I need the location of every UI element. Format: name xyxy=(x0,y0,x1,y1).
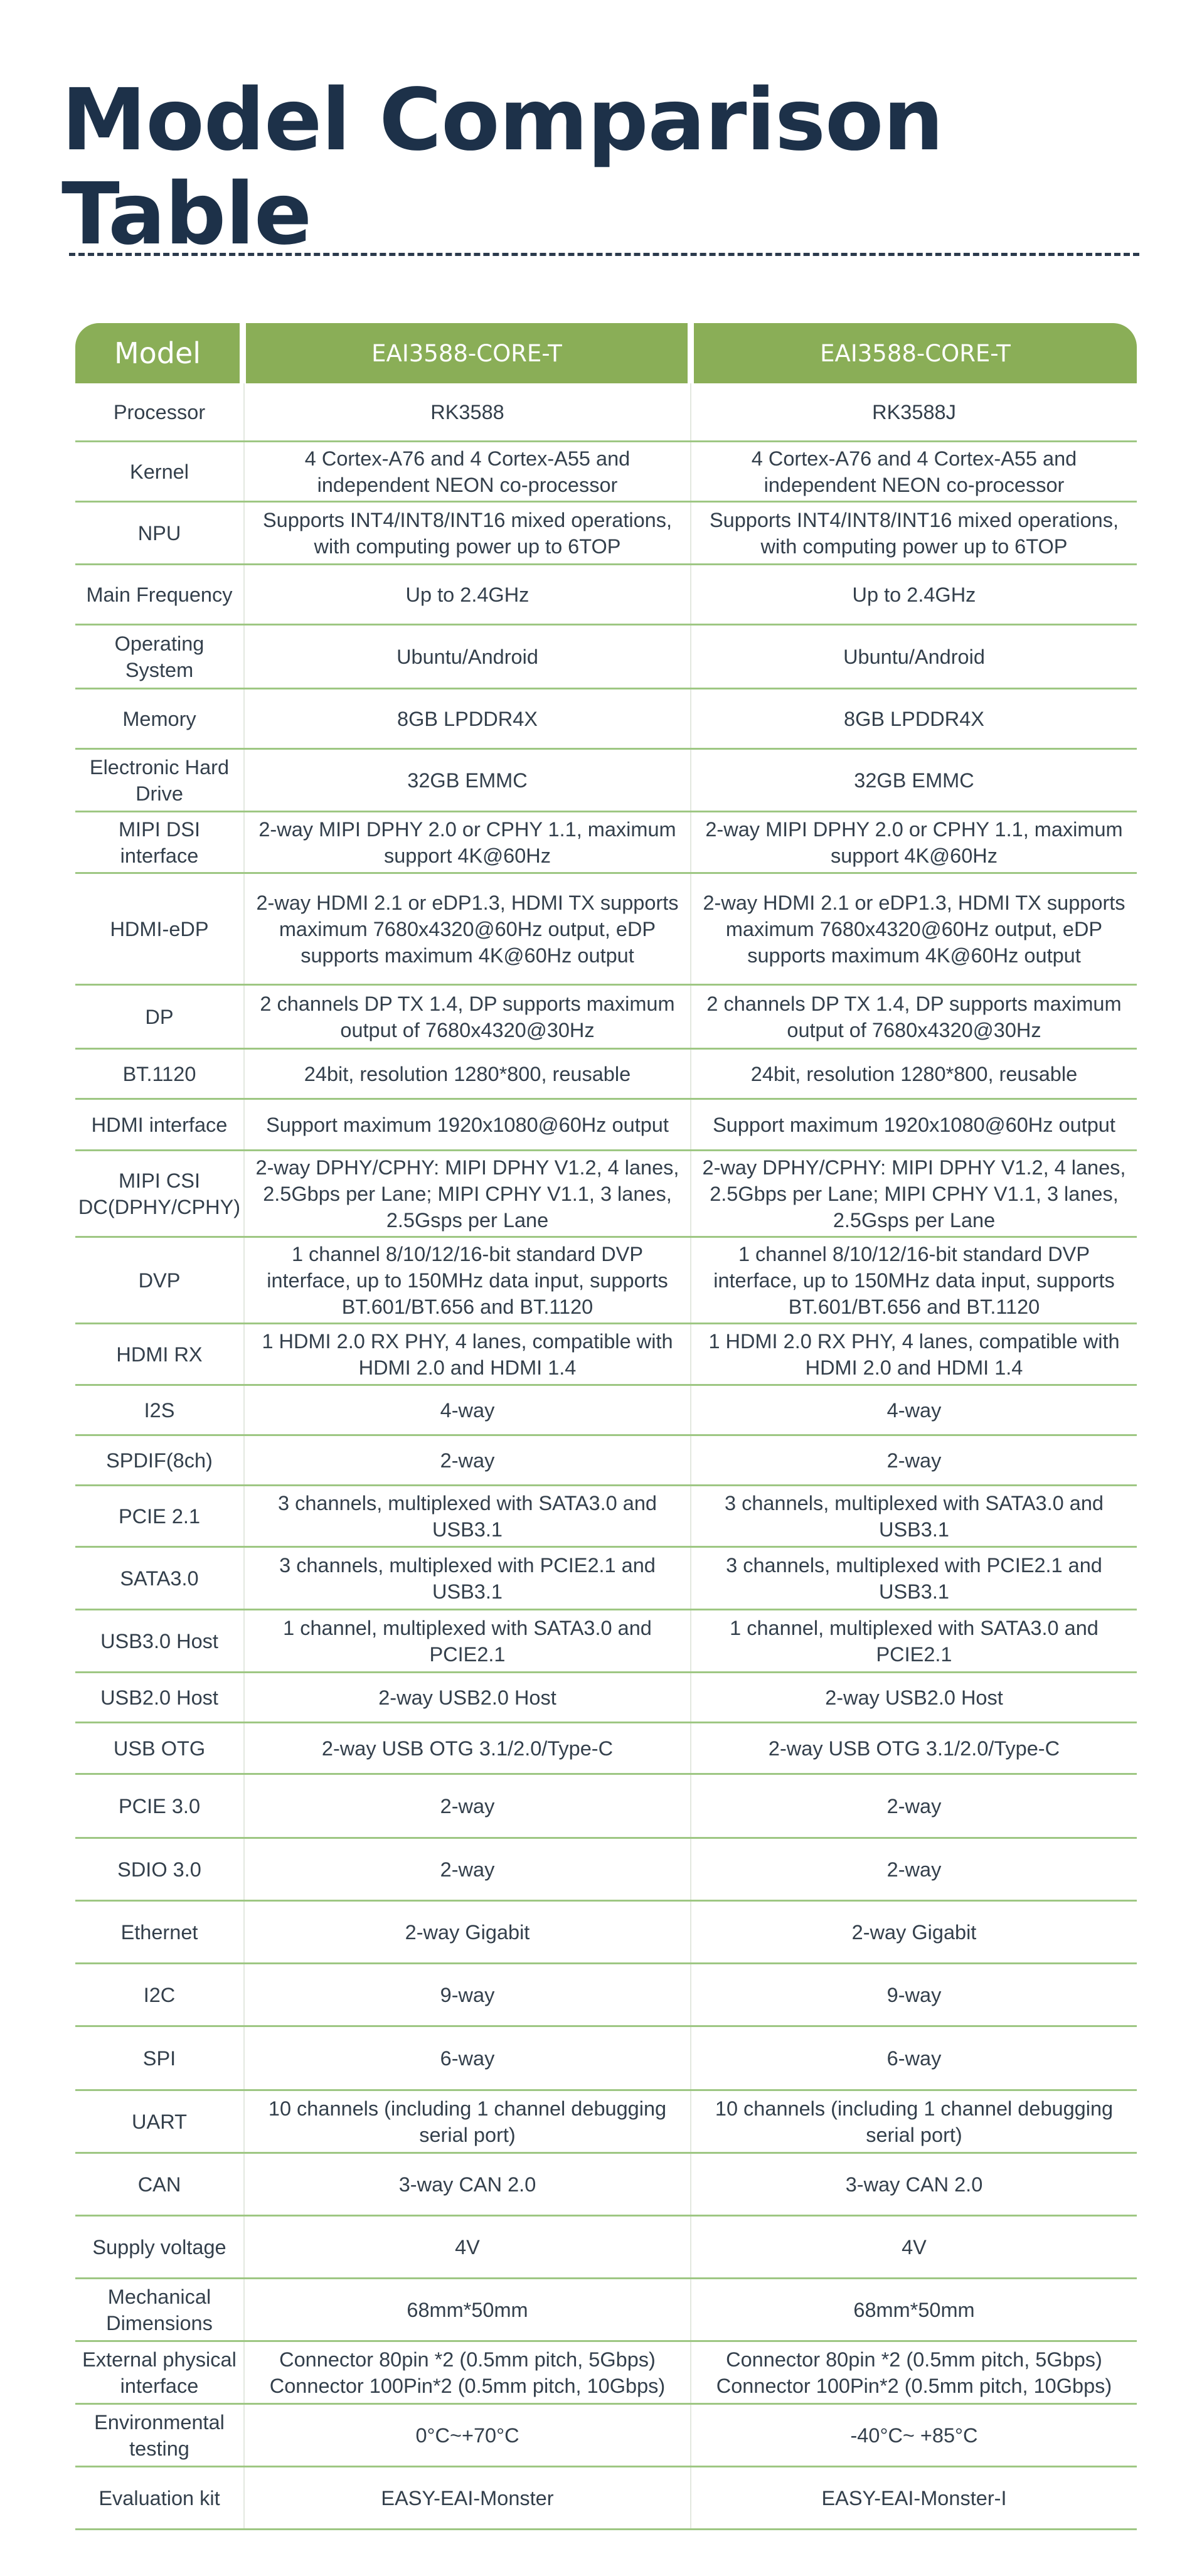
row-value-a: 24bit, resolution 1280*800, reusable xyxy=(245,1050,691,1098)
row-param: SPDIF(8ch) xyxy=(75,1436,245,1484)
table-row xyxy=(75,986,1137,1050)
row-param: External physical interface xyxy=(75,2342,245,2403)
row-param: Ethernet xyxy=(75,1902,245,1962)
row-value-a: 9-way xyxy=(245,1964,691,2025)
row-param: Supply voltage xyxy=(75,2217,245,2277)
row-param: Memory xyxy=(75,689,245,748)
row-value-a: 1 HDMI 2.0 RX PHY, 4 lanes, compatible with HDMI 2.0 and HDMI 1.4 xyxy=(245,1324,691,1384)
table-row xyxy=(75,503,1137,565)
row-value-a: EASY-EAI-Monster xyxy=(245,2467,691,2528)
table-row xyxy=(75,1902,1137,1964)
row-param: MIPI DSI interface xyxy=(75,812,245,872)
row-value-a: 3 channels, multiplexed with PCIE2.1 and USB3.1 xyxy=(245,1548,691,1609)
table-row xyxy=(75,2467,1137,2530)
table-row xyxy=(75,2342,1137,2405)
table-row xyxy=(75,1100,1137,1151)
row-value-a: 2-way USB OTG 3.1/2.0/Type-C xyxy=(245,1723,691,1773)
row-value-b: Up to 2.4GHz xyxy=(852,583,976,606)
row-value-a: 2-way USB2.0 Host xyxy=(245,1673,691,1722)
row-value-b: 3-way CAN 2.0 xyxy=(845,2173,983,2196)
row-param: I2C xyxy=(75,1964,245,2025)
row-value-a: 2-way xyxy=(245,1436,691,1484)
row-value-a: 6-way xyxy=(245,2027,691,2089)
row-value-b: 2 channels DP TX 1.4, DP supports maximum output of 7680x4320@30Hz xyxy=(706,992,1122,1041)
row-param: Mechanical Dimensions xyxy=(75,2279,245,2340)
row-param: UART xyxy=(75,2091,245,2152)
row-value-a: 8GB LPDDR4X xyxy=(245,689,691,748)
header-param: Model xyxy=(75,323,240,383)
row-value-b: Connector 80pin *2 (0.5mm pitch, 5Gbps) Connector 100Pin*2 (0.5mm pitch, 10Gbps) xyxy=(716,2348,1112,2397)
row-value-b: Ubuntu/Android xyxy=(843,645,985,668)
table-row xyxy=(75,2279,1137,2342)
comparison-table xyxy=(75,323,1137,2530)
row-value-b: 68mm*50mm xyxy=(853,2298,975,2321)
row-value-b: 2-way USB OTG 3.1/2.0/Type-C xyxy=(768,1737,1060,1760)
row-param: MIPI CSI DC(DPHY/CPHY) xyxy=(75,1151,245,1236)
row-value-b: 2-way MIPI DPHY 2.0 or CPHY 1.1, maximum support 4K@60Hz xyxy=(705,817,1123,867)
row-param: USB OTG xyxy=(75,1723,245,1773)
row-value-a: 3-way CAN 2.0 xyxy=(245,2154,691,2215)
row-value-a: 2-way xyxy=(245,1775,691,1837)
row-value-b: 2-way DPHY/CPHY: MIPI DPHY V1.2, 4 lanes, 2.5Gbps per Lane; MIPI CPHY V1.1, 3 lanes, 2.5Gsps per Lane xyxy=(702,1156,1126,1232)
row-value-b: Supports INT4/INT8/INT16 mixed operations, with computing power up to 6TOP xyxy=(709,508,1119,558)
row-value-a: RK3588 xyxy=(245,383,691,440)
row-value-b: 2-way Gigabit xyxy=(851,1920,977,1944)
header-model-a: EAI3588-CORE-T xyxy=(246,323,688,383)
table-row xyxy=(75,750,1137,812)
table-row xyxy=(75,1775,1137,1839)
row-value-a: 2-way DPHY/CPHY: MIPI DPHY V1.2, 4 lanes, 2.5Gbps per Lane; MIPI CPHY V1.1, 3 lanes, 2.5Gsps per Lane xyxy=(245,1151,691,1236)
row-value-a: Up to 2.4GHz xyxy=(245,565,691,624)
row-value-b: 8GB LPDDR4X xyxy=(844,707,984,730)
table-row xyxy=(75,1486,1137,1548)
row-value-b: 1 channel, multiplexed with SATA3.0 and PCIE2.1 xyxy=(730,1616,1099,1666)
row-param: HDMI RX xyxy=(75,1324,245,1384)
table-row xyxy=(75,1050,1137,1100)
row-value-b: 24bit, resolution 1280*800, reusable xyxy=(750,1062,1078,1085)
row-param: DVP xyxy=(75,1238,245,1323)
row-value-b: 2-way xyxy=(886,1858,942,1881)
table-row xyxy=(75,2027,1137,2091)
table-row xyxy=(75,689,1137,750)
row-value-a: 2-way MIPI DPHY 2.0 or CPHY 1.1, maximum support 4K@60Hz xyxy=(245,812,691,872)
row-param: HDMI-eDP xyxy=(75,874,245,984)
table-row xyxy=(75,1610,1137,1673)
row-value-a: 1 channel, multiplexed with SATA3.0 and PCIE2.1 xyxy=(245,1610,691,1671)
row-value-a: 4-way xyxy=(245,1386,691,1434)
table-row xyxy=(75,442,1137,503)
page-title: Model Comparison Table xyxy=(61,71,944,264)
table-row xyxy=(75,1324,1137,1386)
row-value-b: 32GB EMMC xyxy=(854,769,974,792)
row-value-a: 32GB EMMC xyxy=(245,750,691,811)
table-row xyxy=(75,2217,1137,2279)
row-param: Processor xyxy=(75,383,245,440)
row-param: PCIE 2.1 xyxy=(75,1486,245,1546)
row-value-a: 4V xyxy=(245,2217,691,2277)
row-value-a: 10 channels (including 1 channel debugging serial port) xyxy=(245,2091,691,2152)
row-param: NPU xyxy=(75,503,245,563)
row-value-a: 2-way HDMI 2.1 or eDP1.3, HDMI TX supports maximum 7680x4320@60Hz output, eDP supports maximum 4K@60Hz output xyxy=(245,874,691,984)
row-value-a: 68mm*50mm xyxy=(245,2279,691,2340)
row-param: Evaluation kit xyxy=(75,2467,245,2528)
row-value-a: 4 Cortex-A76 and 4 Cortex-A55 and independent NEON co-processor xyxy=(245,442,691,501)
row-param: USB3.0 Host xyxy=(75,1610,245,1671)
table-row xyxy=(75,2405,1137,2467)
table-row xyxy=(75,625,1137,689)
row-param: Main Frequency xyxy=(75,565,245,624)
table-row xyxy=(75,383,1137,442)
table-row xyxy=(75,1548,1137,1610)
row-param: Kernel xyxy=(75,442,245,501)
table-row xyxy=(75,1839,1137,1902)
row-value-b: 10 channels (including 1 channel debugging serial port) xyxy=(715,2097,1114,2146)
row-param: I2S xyxy=(75,1386,245,1434)
row-value-b: 2-way xyxy=(886,1449,942,1472)
row-value-b: -40°C~ +85°C xyxy=(850,2424,978,2447)
table-header xyxy=(75,323,1137,383)
row-value-b: RK3588J xyxy=(872,400,956,423)
row-value-b: 9-way xyxy=(886,1983,942,2006)
row-value-a: Ubuntu/Android xyxy=(245,625,691,688)
table-body xyxy=(75,383,1137,2530)
row-value-a: 2 channels DP TX 1.4, DP supports maximum output of 7680x4320@30Hz xyxy=(245,986,691,1048)
row-value-b: Support maximum 1920x1080@60Hz output xyxy=(713,1113,1115,1136)
table-row xyxy=(75,2154,1137,2217)
row-value-b: 1 HDMI 2.0 RX PHY, 4 lanes, compatible with HDMI 2.0 and HDMI 1.4 xyxy=(708,1329,1120,1379)
row-param: DP xyxy=(75,986,245,1048)
table-row xyxy=(75,1964,1137,2027)
dashed-divider xyxy=(69,253,1139,256)
table-row xyxy=(75,874,1137,986)
row-value-a: 1 channel 8/10/12/16-bit standard DVP interface, up to 150MHz data input, supports BT.601/BT.656 and BT.1120 xyxy=(245,1238,691,1323)
row-param: HDMI interface xyxy=(75,1100,245,1149)
row-param: SDIO 3.0 xyxy=(75,1839,245,1900)
table-row xyxy=(75,2091,1137,2154)
row-value-a: Connector 80pin *2 (0.5mm pitch, 5Gbps) Connector 100Pin*2 (0.5mm pitch, 10Gbps) xyxy=(245,2342,691,2403)
row-value-a: Supports INT4/INT8/INT16 mixed operations, with computing power up to 6TOP xyxy=(245,503,691,563)
row-value-b: 4-way xyxy=(886,1398,942,1422)
row-value-b: 2-way xyxy=(886,1794,942,1818)
row-value-b: 4 Cortex-A76 and 4 Cortex-A55 and independent NEON co-processor xyxy=(751,447,1077,496)
row-param: CAN xyxy=(75,2154,245,2215)
table-row xyxy=(75,1723,1137,1775)
row-param: Environmental testing xyxy=(75,2405,245,2466)
table-row xyxy=(75,1238,1137,1324)
row-param: Operating System xyxy=(75,625,245,688)
row-value-b: 3 channels, multiplexed with PCIE2.1 and USB3.1 xyxy=(726,1553,1102,1603)
row-value-b: EASY-EAI-Monster-I xyxy=(821,2486,1007,2509)
row-value-a: 2-way xyxy=(245,1839,691,1900)
row-param: SATA3.0 xyxy=(75,1548,245,1609)
row-param: SPI xyxy=(75,2027,245,2089)
row-param: USB2.0 Host xyxy=(75,1673,245,1722)
row-value-a: 0°C~+70°C xyxy=(245,2405,691,2466)
row-value-b: 2-way HDMI 2.1 or eDP1.3, HDMI TX supports maximum 7680x4320@60Hz output, eDP supports maximum 4K@60Hz output xyxy=(703,891,1125,967)
table-row xyxy=(75,1436,1137,1486)
table-row xyxy=(75,1386,1137,1436)
table-row xyxy=(75,565,1137,625)
row-value-a: 2-way Gigabit xyxy=(245,1902,691,1962)
row-param: BT.1120 xyxy=(75,1050,245,1098)
row-value-a: Support maximum 1920x1080@60Hz output xyxy=(245,1100,691,1149)
row-value-b: 3 channels, multiplexed with SATA3.0 and USB3.1 xyxy=(725,1491,1104,1541)
table-row xyxy=(75,1673,1137,1723)
row-value-b: 2-way USB2.0 Host xyxy=(825,1686,1003,1709)
row-value-b: 4V xyxy=(902,2235,927,2259)
row-value-b: 1 channel 8/10/12/16-bit standard DVP interface, up to 150MHz data input, supports BT.601/BT.656 and BT.1120 xyxy=(713,1242,1115,1318)
row-value-a: 3 channels, multiplexed with SATA3.0 and USB3.1 xyxy=(245,1486,691,1546)
row-value-b: 6-way xyxy=(886,2046,942,2070)
row-param: PCIE 3.0 xyxy=(75,1775,245,1837)
header-model-b: EAI3588-CORE-T xyxy=(694,323,1137,383)
table-row xyxy=(75,1151,1137,1238)
table-row xyxy=(75,812,1137,874)
row-param: Electronic Hard Drive xyxy=(75,750,245,811)
